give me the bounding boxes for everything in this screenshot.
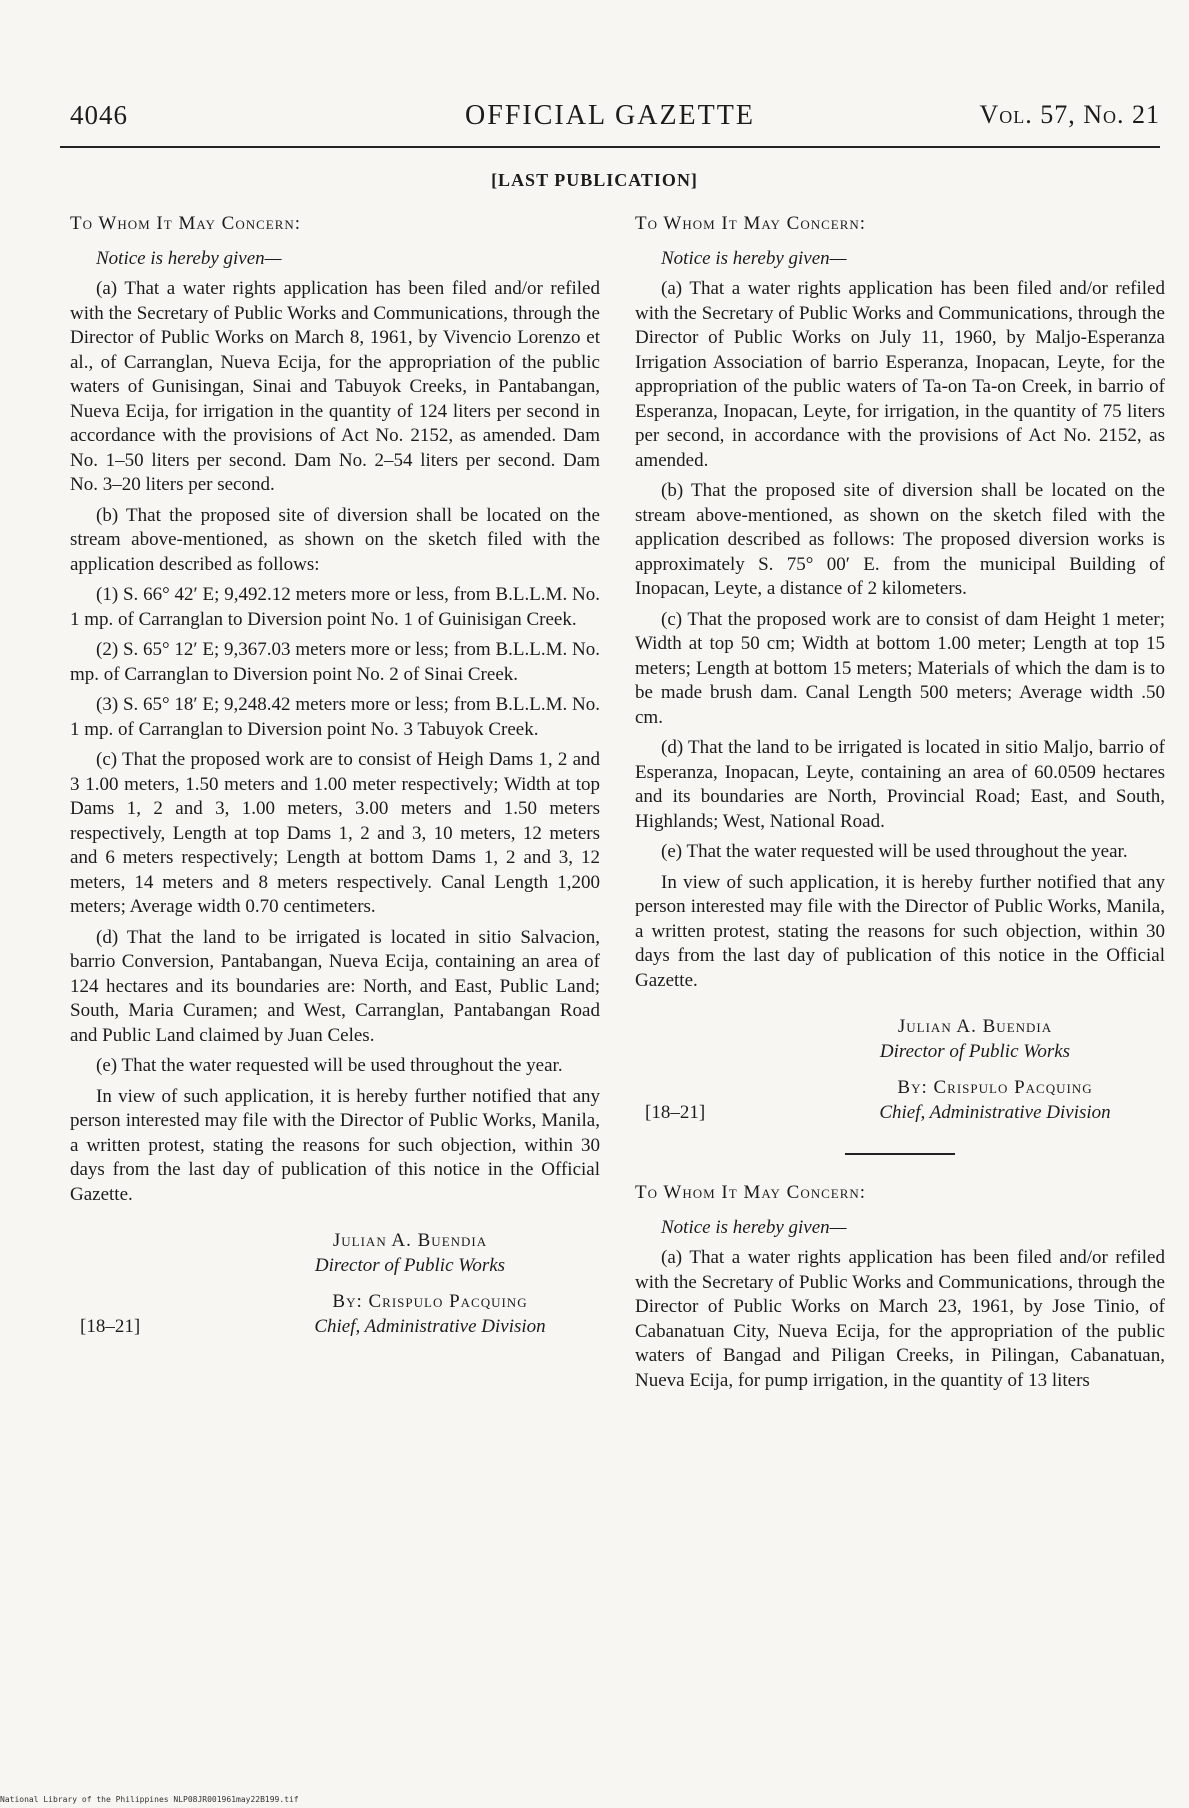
concern-heading: To Whom It May Concern: <box>635 1182 867 1203</box>
page-header <box>60 100 1160 140</box>
right-column <box>635 212 1165 1399</box>
signatory-name: Julian A. Buendia <box>897 1016 1053 1037</box>
paragraph: (e) That the water requested will be used throughout the year. <box>96 1055 563 1076</box>
volume-number: Vol. 57, No. 21 <box>979 100 1160 129</box>
paragraph: (a) That a water rights application has been filed and/or refiled with the Secretary of Public Works and Communications, through the Director of Public Works on July 11, 1960, by Maljo-Esperanza Irrigation Association of barrio Esperanza, Inopacan, Leyte, for the appropriation of the public waters of Ta-on Ta-on Creek, in barrio of Esperanza, Inopacan, Leyte, for irrigation, in the quantity of 75 liters per second, in accordance with the provisions of Act No. 2152, as amended. <box>635 278 1165 471</box>
scan-footer: National Library of the Philippines NLP08JR001961may22B199.tif <box>0 1795 299 1804</box>
paragraph: (c) That the proposed work are to consist of dam Height 1 meter; Width at top 50 cm; Width at bottom 1.00 meter; Length at top 15 meters; Length at bottom 15 meters; Materials of which the dam is to be made brush dam. Canal Length 500 meters; Average width .50 cm. <box>635 608 1165 728</box>
header-rule <box>60 146 1160 148</box>
notice-line: Notice is hereby given— <box>661 247 847 269</box>
gazette-title: OFFICIAL GAZETTE <box>465 100 755 131</box>
paragraph: (3) S. 65° 18′ E; 9,248.42 meters more or less; from B.L.L.M. No. 1 mp. of Carranglan to Diversion point No. 3 Tabuyok Creek. <box>70 694 600 740</box>
chief-title: Chief, Administrative Division <box>879 1101 1111 1123</box>
paragraph: In view of such application, it is hereby further notified that any person interested may file with the Director of Public Works, Manila, a written protest, stating the reasons for such objection, within 30 days from the last day of publication of this notice in the Official Gazette. <box>635 871 1165 991</box>
by-line: By: Crispulo Pacquing <box>332 1291 528 1312</box>
publication-ref: [18–21] <box>645 1101 706 1123</box>
by-block <box>260 1290 600 1339</box>
paragraph: (b) That the proposed site of diversion shall be located on the stream above-mentioned, as shown on the sketch filed with the application described as follows: <box>70 504 600 575</box>
signature-block <box>785 1015 1165 1064</box>
signatory-name: Julian A. Buendia <box>332 1230 488 1251</box>
paragraph: (1) S. 66° 42′ E; 9,492.12 meters more or less, from B.L.L.M. No. 1 mp. of Carranglan to Diversion point No. 1 of Guinisigan Creek. <box>70 584 600 630</box>
publication-ref: [18–21] <box>80 1315 141 1337</box>
paragraph: (a) That a water rights application has been filed and/or refiled with the Secretary of Public Works and Communications, through the Director of Public Works on March 23, 1961, by Jose Tinio, of Cabanatuan City, Nueva Ecija, for the appropriation of the public waters of Bangad and Piligan Creeks, in Pilingan, Cabanatuan, Nueva Ecija, for pump irrigation, in the quantity of 13 liters <box>635 1247 1165 1391</box>
last-publication-heading: [LAST PUBLICATION] <box>491 170 698 190</box>
signatory-title: Director of Public Works <box>314 1254 506 1276</box>
by-line-row <box>635 1076 1165 1125</box>
notice-line: Notice is hereby given— <box>96 247 282 269</box>
concern-heading: To Whom It May Concern: <box>70 213 302 234</box>
paragraph: (e) That the water requested will be used throughout the year. <box>661 841 1128 862</box>
paragraph: (c) That the proposed work are to consist of Heigh Dams 1, 2 and 3 1.00 meters, 1.50 meters and 1.00 meter respectively; Width at top Dams 1, 2 and 3, 1.00 meters, 3.00 meters and 1.50 meters respectively, Length at top Dams 1, 2 and 3, 10 meters, 12 meters and 6 meters respectively; Length at bottom Dams 1, 2 and 3, 12 meters, 14 meters and 8 meters respectively. Canal Length 1,200 meters; Average width 0.70 centimeters. <box>70 749 600 917</box>
notice-line: Notice is hereby given— <box>661 1216 847 1238</box>
by-block <box>825 1076 1165 1125</box>
paragraph: In view of such application, it is hereby further notified that any person interested may file with the Director of Public Works, Manila, a written protest, stating the reasons for such objection, within 30 days from the last day of publication of this notice in the Official Gazette. <box>70 1085 600 1205</box>
by-line-row <box>70 1290 600 1339</box>
paragraph: (a) That a water rights application has been filed and/or refiled with the Secretary of Public Works and Communications, through the Director of Public Works on March 8, 1961, by Vivencio Lorenzo et al., of Carranglan, Nueva Ecija, for the appropriation of the public waters of Gunisingan, Sinai and Tabuyok Creeks, in Pantabangan, Nueva Ecija, for irrigation in the quantity of 124 liters per second in accordance with the provisions of Act No. 2152, as amended. Dam No. 1–50 liters per second. Dam No. 2–54 liters per second. Dam No. 3–20 liters per second. <box>70 278 600 495</box>
by-line: By: Crispulo Pacquing <box>897 1077 1093 1098</box>
paragraph: (b) That the proposed site of diversion shall be located on the stream above-mentioned, as shown on the sketch filed with the application described as follows: The proposed diversion works is approximately S. 75° 00′ E. from the municipal Building of Inopacan, Leyte, a distance of 2 kilometers. <box>635 480 1165 599</box>
paragraph: (d) That the land to be irrigated is located in sitio Salvacion, barrio Conversion, Pantabangan, Nueva Ecija, containing an area of 124 hectares and its boundaries are: North, and East, Public Land; South, Maria Curamen; and West, Carranglan, Pantabangan Road and Public Land claimed by Juan Celes. <box>70 926 600 1046</box>
paragraph: (2) S. 65° 12′ E; 9,367.03 meters more or less; from B.L.L.M. No. mp. of Carranglan to Diversion point No. 2 of Sinai Creek. <box>70 639 600 685</box>
signatory-title: Director of Public Works <box>879 1040 1071 1062</box>
chief-title: Chief, Administrative Division <box>314 1315 546 1337</box>
concern-heading: To Whom It May Concern: <box>635 213 867 234</box>
left-column <box>70 212 600 1339</box>
signature-block <box>220 1229 600 1278</box>
paragraph: (d) That the land to be irrigated is located in sitio Maljo, barrio of Esperanza, Inopacan, Leyte, containing an area of 60.0509 hectares and its boundaries are North, Provincial Road; East, and South, Highlands; West, National Road. <box>635 737 1165 832</box>
page-number: 4046 <box>70 100 128 130</box>
section-divider <box>845 1153 955 1155</box>
